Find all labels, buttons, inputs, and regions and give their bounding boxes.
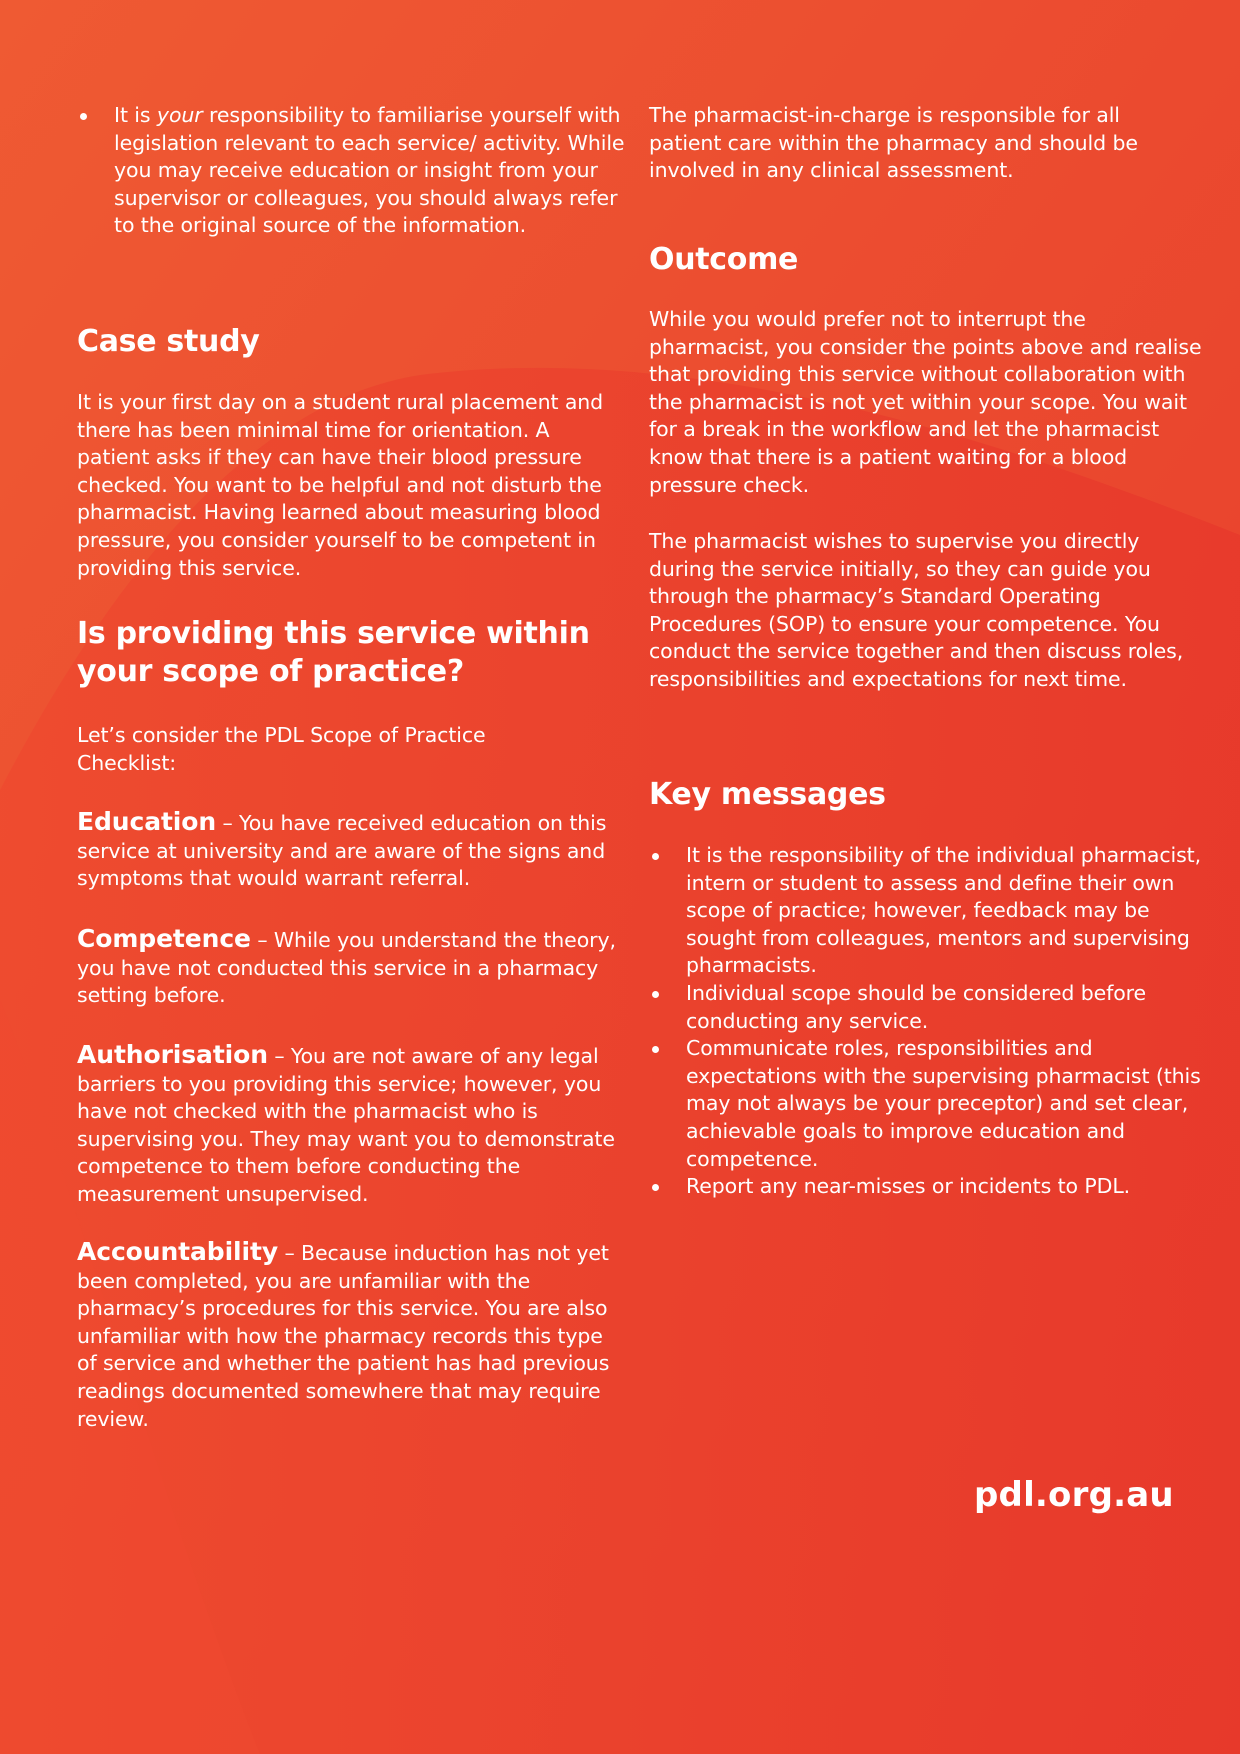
- scope-checklist-intro: Let’s consider the PDL Scope of Practice Checklist:: [77, 723, 486, 775]
- checklist-text-authorisation: – You are not aware of any legal barriers to you providing this service; however, you have not checked with the pharmacist who is supervising you. They may want you to demonstrate competence to them before conducting the measurement unsupervised.: [77, 1044, 615, 1206]
- checklist-education: [77, 808, 627, 893]
- intro-bullet-prefix: It is: [114, 103, 157, 127]
- intro-bullet-text: responsibility to familiarise yourself with legislation relevant to each service/ activity. While you may receive education or insight from your supervisor or colleagues, you should always refer to the original source of the information.: [114, 103, 625, 238]
- outcome-heading: Outcome: [649, 242, 799, 277]
- scope-question-heading: Is providing this service within your scope of practice?: [77, 616, 590, 689]
- key-message-item: Individual scope should be considered before conducting any service.: [649, 980, 1205, 1035]
- checklist-term-accountability: Accountability: [77, 1237, 279, 1266]
- checklist-term-competence: Competence: [77, 924, 251, 953]
- checklist-text-competence: – While you understand the theory, you have not conducted this service in a pharmacy setting before.: [77, 928, 616, 1008]
- pharmacist-in-charge-text: The pharmacist-in-charge is responsible for all patient care within the pharmacy and should be involved in any clinical assessment.: [649, 103, 1138, 183]
- case-study-text: It is your first day on a student rural placement and there has been minimal time for orientation. A patient asks if they can have their blood pressure checked. You want to be helpful and not disturb the pharmacist. Having learned about measuring blood pressure, you consider yourself to be competent in providing this service.: [77, 390, 604, 580]
- checklist-authorisation: [77, 1041, 627, 1209]
- intro-bullet: [77, 102, 637, 240]
- key-messages-list: [649, 842, 1205, 1201]
- checklist-text-education: – You have received education on this service at university and are aware of the signs and symptoms that would warrant referral.: [77, 811, 607, 891]
- key-message-item: Communicate roles, responsibilities and expectations with the supervising pharmacist (this may not always be your preceptor) and set clear, achievable goals to improve education and competence.: [649, 1035, 1205, 1173]
- intro-bullet-list: [77, 102, 637, 240]
- checklist-accountability: [77, 1238, 627, 1433]
- checklist-term-education: Education: [77, 807, 217, 836]
- outcome-paragraph-1: While you would prefer not to interrupt the pharmacist, you consider the points above and realise that providing this service without collaboration with the pharmacist is not yet within your scope. You wait for a break in the workflow and let the pharmacist know that there is a patient waiting for a blood pressure check.: [649, 307, 1202, 497]
- intro-bullet-emphasis: your: [156, 103, 203, 127]
- key-messages-heading: Key messages: [649, 777, 886, 812]
- key-message-item: It is the responsibility of the individual pharmacist, intern or student to assess and define their own scope of practice; however, feedback may be sought from colleagues, mentors and supervising pharmacists.: [649, 842, 1205, 980]
- footer-url-link[interactable]: pdl.org.au: [974, 1475, 1174, 1515]
- checklist-term-authorisation: Authorisation: [77, 1040, 268, 1069]
- key-message-item: Report any near-misses or incidents to PDL.: [649, 1173, 1205, 1201]
- outcome-paragraph-2: The pharmacist wishes to supervise you directly during the service initially, so they can guide you through the pharmacy’s Standard Operating Procedures (SOP) to ensure your competence. You conduct the service together and then discuss roles, responsibilities and expectations for next time.: [649, 529, 1184, 691]
- checklist-competence: [77, 925, 627, 1010]
- checklist-text-accountability: – Because induction has not yet been completed, you are unfamiliar with the pharmacy’s procedures for this service. You are also unfamiliar with how the pharmacy records this type of service and whether the patient has had previous readings documented somewhere that may require review.: [77, 1241, 610, 1431]
- case-study-heading: Case study: [77, 324, 260, 359]
